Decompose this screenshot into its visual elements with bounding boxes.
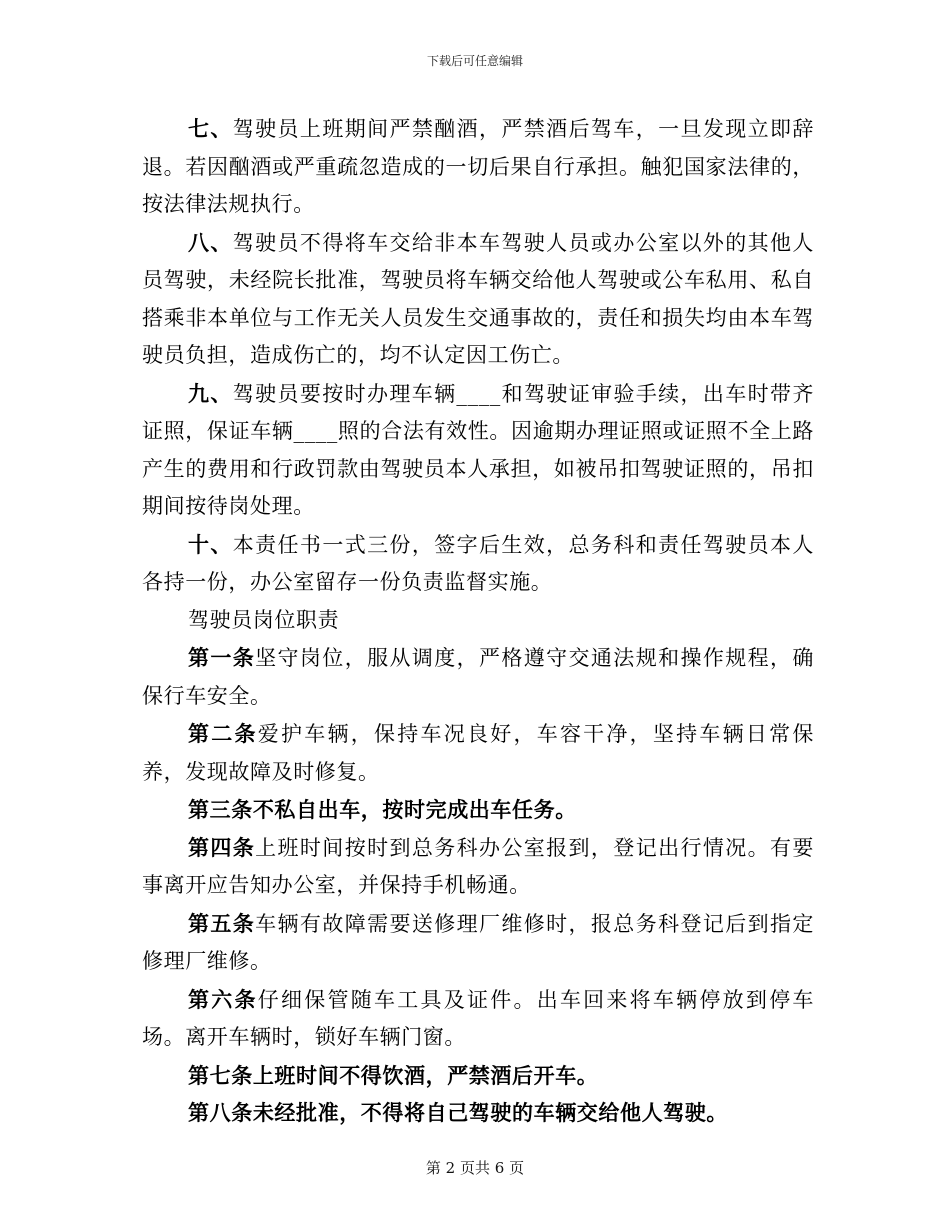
article-1 xyxy=(142,639,814,715)
article-label: 第四条 xyxy=(188,834,256,860)
page-footer: 第 2 页共 6 页 xyxy=(425,1159,525,1177)
clause-8 xyxy=(142,224,814,375)
page-header: 下载后可任意编辑 xyxy=(426,54,523,68)
clause-10 xyxy=(142,526,814,602)
clause-9 xyxy=(142,375,814,526)
clause-label: 十、 xyxy=(188,531,233,557)
document-body xyxy=(142,110,814,1132)
article-7 xyxy=(142,1057,814,1095)
article-text: 车辆有故障需要送修理厂维修时，报总务科登记后到指定修理厂维修。 xyxy=(142,911,814,973)
article-label: 第一条 xyxy=(188,645,256,670)
clause-text: 本责任书一式三份，签字后生效，总务科和责任驾驶员本人各持一份，办公室留存一份负责监督实施。 xyxy=(142,532,814,594)
clause-label: 七、 xyxy=(188,116,233,141)
article-label: 第五条 xyxy=(188,910,256,936)
article-label: 第七条 xyxy=(188,1062,253,1088)
article-label: 第三条 xyxy=(188,797,253,822)
article-text: 仔细保管随车工具及证件。出车回来将车辆停放到停车场。离开车辆时，锁好车辆门窗。 xyxy=(142,987,814,1049)
article-text: 上班时间不得饮酒，严禁酒后开车。 xyxy=(252,1062,599,1088)
clause-label: 八、 xyxy=(188,229,233,255)
article-text: 未经批准，不得将自己驾驶的车辆交给他人驾驶。 xyxy=(252,1100,729,1125)
article-text: 坚守岗位，服从调度，严格遵守交通法规和操作规程，确保行车安全。 xyxy=(142,646,814,708)
clause-label: 九、 xyxy=(188,380,233,406)
article-text: 不私自出车，按时完成出车任务。 xyxy=(252,797,577,822)
article-4 xyxy=(142,829,814,905)
article-6 xyxy=(142,981,814,1057)
article-8 xyxy=(142,1094,814,1132)
article-3 xyxy=(142,791,814,829)
clause-text: 驾驶员要按时办理车辆____和驾驶证审验手续，出车时带齐证照，保证车辆____照的合法有效性。因逾期办理证照或证照不全上路产生的费用和行政罚款由驾驶员本人承担，如被吊扣驾驶证照的，吊扣期间按待岗处理。 xyxy=(142,381,814,518)
clause-text: 驾驶员上班期间严禁酗酒，严禁酒后驾车，一旦发现立即辞退。若因酗酒或严重疏忽造成的一切后果自行承担。触犯国家法律的，按法律法规执行。 xyxy=(142,117,814,216)
article-text: 爱护车辆，保持车况良好，车容干净，坚持车辆日常保养，发现故障及时修复。 xyxy=(142,722,814,784)
article-text: 上班时间按时到总务科办公室报到，登记出行情况。有要事离开应告知办公室，并保持手机畅通。 xyxy=(142,835,814,897)
section-title: 驾驶员岗位职责 xyxy=(188,607,340,632)
clause-7 xyxy=(142,110,814,224)
article-label: 第二条 xyxy=(188,721,258,746)
article-5 xyxy=(142,905,814,981)
article-2 xyxy=(142,715,814,791)
article-label: 第八条 xyxy=(188,1100,253,1125)
article-label: 第六条 xyxy=(188,986,258,1012)
clause-text: 驾驶员不得将车交给非本车驾驶人员或办公室以外的其他人员驾驶，未经院长批准，驾驶员将车辆交给他人驾驶或公车私用、私自搭乘非本单位与工作无关人员发生交通事故的，责任和损失均由本车驾驶员负担，造成伤亡的，均不认定因工伤亡。 xyxy=(142,230,814,367)
